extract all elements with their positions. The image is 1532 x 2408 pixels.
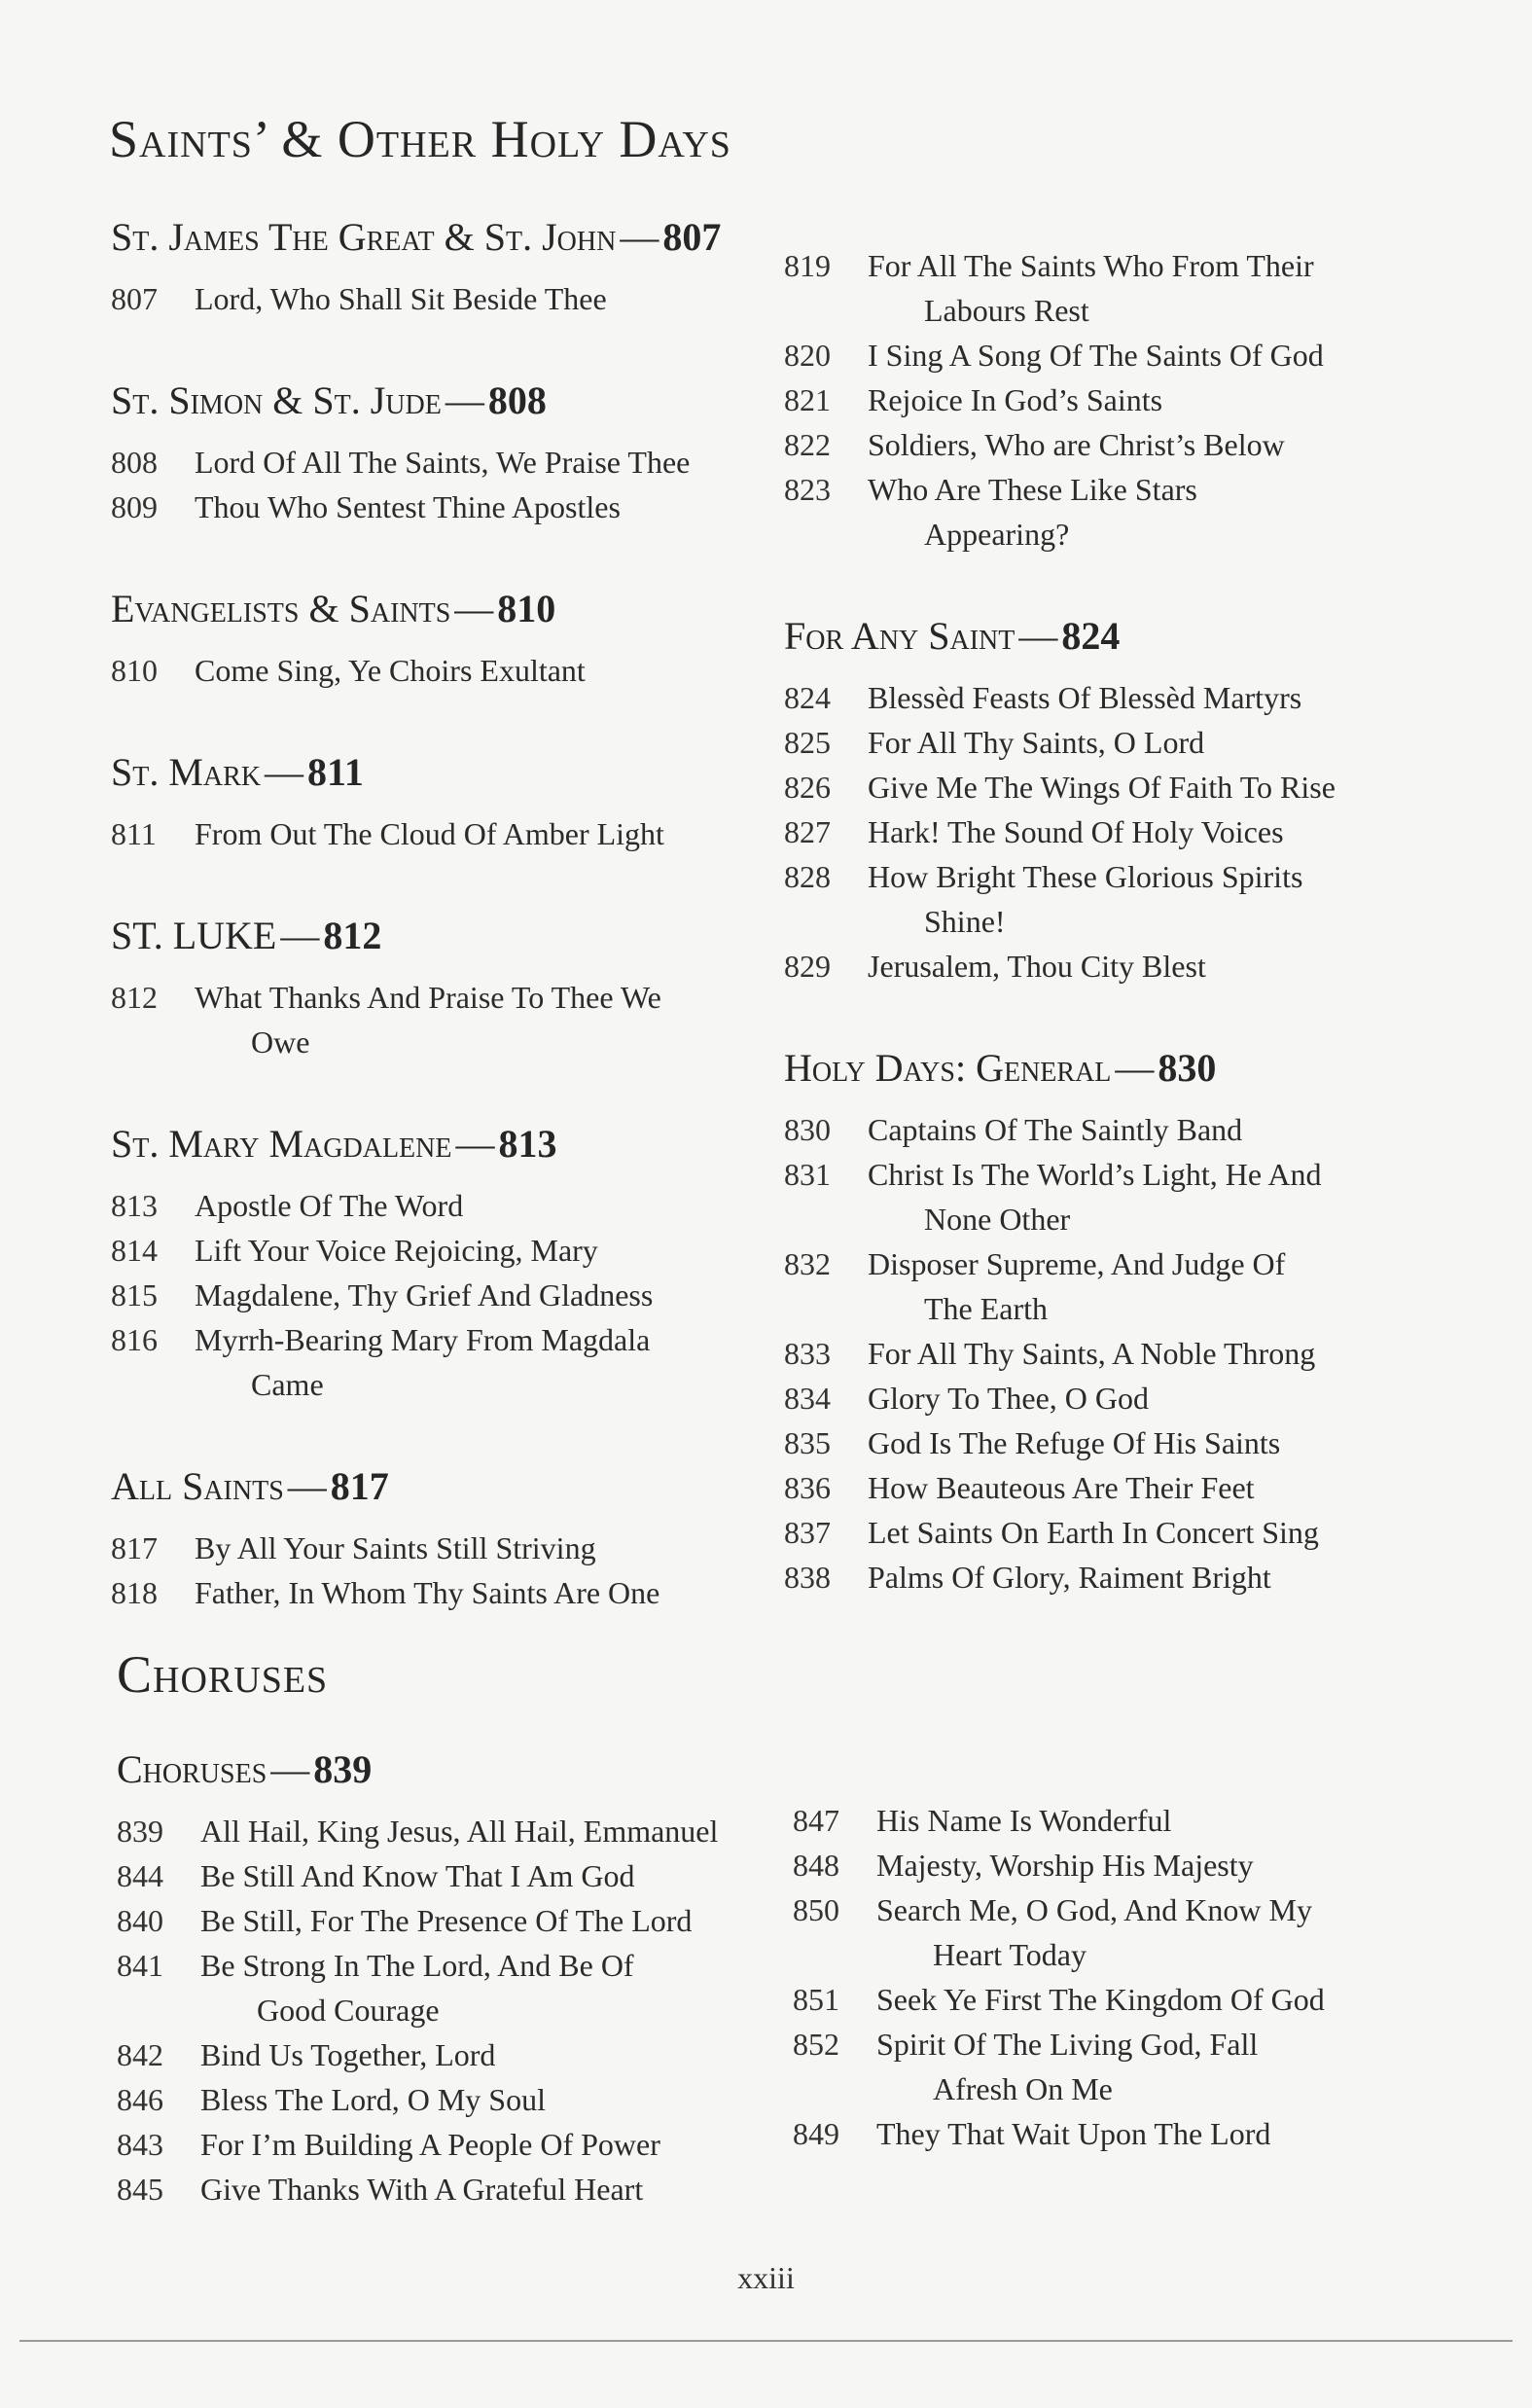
hymn-number: 814: [111, 1233, 158, 1268]
index-section-all-saints: [111, 1463, 782, 1615]
hymn-entry: [784, 422, 1465, 467]
section-heading-number: 810: [497, 587, 556, 630]
hymn-title: [876, 1843, 1474, 1887]
hymn-title-line: Father, In Whom Thy Saints Are One: [195, 1575, 660, 1610]
section-heading-title: St. Mark: [111, 750, 262, 794]
section-heading-number: 817: [330, 1464, 389, 1508]
hymn-number: 828: [784, 859, 831, 894]
choruses-left-column: [117, 1746, 798, 2268]
hymn-title: [195, 811, 782, 856]
hymn-title-line: Disposer Supreme, And Judge Of: [868, 1246, 1286, 1281]
hymn-title: [200, 2122, 798, 2167]
hymn-title-line: Spirit Of The Living God, Fall: [876, 2027, 1259, 2062]
hymn-number: 852: [793, 2027, 839, 2062]
hymn-title-line: Who Are These Like Stars: [868, 472, 1197, 507]
hymn-title: [200, 2032, 798, 2077]
hymn-number: 823: [784, 472, 831, 507]
hymn-title: [868, 243, 1465, 333]
index-section-st-simon-st-jude: [111, 377, 782, 529]
hymn-number: 834: [784, 1381, 831, 1416]
hymn-title-continuation: Came: [251, 1367, 324, 1402]
section-heading-title: Evangelists & Saints: [111, 587, 451, 630]
hymn-title: [868, 1241, 1465, 1331]
hymn-number: 809: [111, 489, 158, 524]
section-heading-dash: —: [287, 1464, 327, 1508]
hymn-title: [868, 854, 1465, 944]
hymn-title: [868, 1465, 1465, 1510]
hymn-number: 818: [111, 1575, 158, 1610]
index-section-choruses: [117, 1746, 798, 2211]
hymn-entry: [784, 333, 1465, 377]
hymn-number: 845: [117, 2172, 163, 2207]
hymn-title-line: Come Sing, Ye Choirs Exultant: [195, 653, 586, 688]
hymn-title-line: What Thanks And Praise To Thee We: [195, 980, 661, 1015]
hymn-title: [195, 440, 782, 485]
hymn-entry: [784, 720, 1465, 765]
hymn-title: [200, 2167, 798, 2211]
saints-right-column: [784, 243, 1465, 1656]
hymn-title-line: How Bright These Glorious Spirits: [868, 859, 1303, 894]
index-section-st-mark: [111, 749, 782, 856]
hymn-number: 816: [111, 1322, 158, 1357]
hymn-title-line: How Beauteous Are Their Feet: [868, 1470, 1255, 1505]
hymn-entry: [784, 1331, 1465, 1376]
hymn-entry: [117, 2032, 798, 2077]
hymn-entry: [793, 1887, 1474, 1977]
hymn-number: 848: [793, 1848, 839, 1883]
hymn-number: 839: [117, 1814, 163, 1849]
hymn-entry: [784, 765, 1465, 809]
section-heading: [111, 749, 782, 796]
hymn-title: [195, 1273, 782, 1317]
section-heading: [111, 1463, 782, 1510]
hymn-number: 844: [117, 1858, 163, 1893]
section-heading-number: 808: [487, 378, 547, 422]
section-heading-title: ST. LUKE: [111, 914, 277, 957]
section-heading: [117, 1746, 798, 1793]
section-heading-dash: —: [620, 215, 659, 259]
hymn-number: 810: [111, 653, 158, 688]
hymn-entry: [793, 1977, 1474, 2022]
section-heading-number: 807: [662, 215, 722, 259]
hymn-title-continuation: None Other: [924, 1202, 1071, 1237]
hymn-title: [876, 2022, 1474, 2111]
hymn-entry: [111, 276, 782, 321]
hymn-number: 812: [111, 980, 158, 1015]
section-heading-number: 824: [1061, 614, 1121, 658]
hymn-number: 837: [784, 1515, 831, 1550]
hymn-number: 808: [111, 445, 158, 480]
hymn-number: 824: [784, 680, 831, 715]
part-title-saints: Saints’ & Other Holy Days: [109, 110, 731, 168]
hymn-title: [195, 1228, 782, 1273]
section-heading: [111, 913, 782, 959]
hymn-title: [868, 467, 1465, 557]
hymn-entry: [784, 1510, 1465, 1555]
hymn-title: [868, 675, 1465, 720]
hymn-title-line: His Name Is Wonderful: [876, 1803, 1172, 1838]
hymn-title: [200, 1943, 798, 2032]
hymn-title: [195, 648, 782, 693]
section-heading-dash: —: [445, 378, 484, 422]
section-heading-title: Holy Days: General: [784, 1046, 1112, 1090]
section-heading-number: 811: [307, 750, 364, 794]
hymn-title-line: Thou Who Sentest Thine Apostles: [195, 489, 621, 524]
hymn-title-line: For All The Saints Who From Their: [868, 248, 1314, 283]
hymn-title-line: Glory To Thee, O God: [868, 1381, 1149, 1416]
hymn-title-line: For All Thy Saints, O Lord: [868, 725, 1205, 760]
hymn-title-line: Majesty, Worship His Majesty: [876, 1848, 1254, 1883]
section-heading-title: Choruses: [117, 1747, 267, 1791]
index-section-continued: [793, 1798, 1474, 2156]
hymn-number: 835: [784, 1425, 831, 1460]
section-heading-title: St. James The Great & St. John: [111, 215, 617, 259]
hymn-title-line: Seek Ye First The Kingdom Of God: [876, 1982, 1325, 2017]
section-heading-number: 830: [1158, 1046, 1217, 1090]
hymn-number: 826: [784, 770, 831, 805]
hymn-title-line: I Sing A Song Of The Saints Of God: [868, 338, 1324, 373]
section-heading-dash: —: [454, 587, 494, 630]
hymn-title-continuation: Afresh On Me: [933, 2071, 1113, 2106]
index-section-st-luke: [111, 913, 782, 1064]
hymn-title-line: Lord Of All The Saints, We Praise Thee: [195, 445, 691, 480]
hymn-number: 821: [784, 382, 831, 417]
hymn-number: 833: [784, 1336, 831, 1371]
section-heading-dash: —: [270, 1747, 310, 1791]
hymn-number: 831: [784, 1157, 831, 1192]
hymn-entry: [111, 1228, 782, 1273]
hymn-title: [195, 1526, 782, 1570]
hymn-title-line: Give Me The Wings Of Faith To Rise: [868, 770, 1336, 805]
hymn-title-line: Blessèd Feasts Of Blessèd Martyrs: [868, 680, 1302, 715]
index-section-st-mary-magdalene: [111, 1121, 782, 1407]
hymn-entry: [793, 2111, 1474, 2156]
hymn-number: 843: [117, 2127, 163, 2162]
hymn-title: [200, 1898, 798, 1943]
hymn-title: [868, 809, 1465, 854]
hymn-title-continuation: Shine!: [924, 904, 1006, 939]
hymn-title-line: From Out The Cloud Of Amber Light: [195, 816, 664, 851]
hymn-number: 813: [111, 1188, 158, 1223]
hymn-entry: [111, 1570, 782, 1615]
hymn-number: 825: [784, 725, 831, 760]
hymn-title-line: Lord, Who Shall Sit Beside Thee: [195, 281, 607, 316]
section-heading-number: 813: [498, 1122, 557, 1166]
hymn-entry: [784, 1420, 1465, 1465]
section-heading-dash: —: [1115, 1046, 1155, 1090]
index-section-holy-days-general: [784, 1045, 1465, 1599]
hymn-entry: [111, 811, 782, 856]
section-heading-dash: —: [455, 1122, 495, 1166]
hymn-title: [868, 1107, 1465, 1152]
index-section-st-james-the-great-st-john: [111, 214, 782, 321]
hymn-entry: [784, 1241, 1465, 1331]
hymn-title-line: All Hail, King Jesus, All Hail, Emmanuel: [200, 1814, 719, 1849]
index-section-for-any-saint: [784, 613, 1465, 988]
hymn-title-line: Lift Your Voice Rejoicing, Mary: [195, 1233, 598, 1268]
hymn-title-line: Captains Of The Saintly Band: [868, 1112, 1243, 1147]
hymn-title-continuation: Heart Today: [933, 1937, 1087, 1972]
hymn-title: [200, 1853, 798, 1898]
hymn-title: [195, 1183, 782, 1228]
hymn-title: [200, 2077, 798, 2122]
hymn-title: [876, 2111, 1474, 2156]
hymn-title-continuation: Appearing?: [924, 517, 1070, 552]
hymn-title-line: Christ Is The World’s Light, He And: [868, 1157, 1322, 1192]
hymn-title-line: Be Still, For The Presence Of The Lord: [200, 1903, 693, 1938]
hymn-number: 822: [784, 427, 831, 462]
index-section-continued: [784, 243, 1465, 557]
hymn-number: 851: [793, 1982, 839, 2017]
hymn-entry: [784, 854, 1465, 944]
hymn-title-line: Apostle Of The Word: [195, 1188, 464, 1223]
hymn-entry: [117, 2167, 798, 2211]
hymn-number: 840: [117, 1903, 163, 1938]
hymn-number: 827: [784, 814, 831, 849]
hymn-title-line: Bless The Lord, O My Soul: [200, 2082, 546, 2117]
section-heading: [111, 1121, 782, 1168]
hymn-number: 847: [793, 1803, 839, 1838]
hymn-entry: [111, 485, 782, 529]
hymn-title-line: Be Strong In The Lord, And Be Of: [200, 1948, 634, 1983]
hymn-entry: [784, 243, 1465, 333]
hymn-entry: [784, 944, 1465, 988]
hymn-title-line: Soldiers, Who are Christ’s Below: [868, 427, 1285, 462]
hymn-entry: [111, 440, 782, 485]
hymn-title-line: Let Saints On Earth In Concert Sing: [868, 1515, 1319, 1550]
hymn-entry: [111, 975, 782, 1064]
hymn-title: [200, 1809, 798, 1853]
hymn-title-line: Hark! The Sound Of Holy Voices: [868, 814, 1284, 849]
hymn-title-line: Jerusalem, Thou City Blest: [868, 949, 1206, 984]
hymn-title: [868, 1555, 1465, 1599]
hymn-entry: [117, 1809, 798, 1853]
hymn-entry: [117, 2077, 798, 2122]
hymn-entry: [784, 377, 1465, 422]
hymn-title-line: Give Thanks With A Grateful Heart: [200, 2172, 644, 2207]
hymn-title-continuation: Good Courage: [257, 1993, 440, 2028]
section-heading-title: St. Mary Magdalene: [111, 1122, 452, 1166]
section-heading: [111, 214, 782, 261]
hymn-title: [868, 1420, 1465, 1465]
hymn-entry: [784, 467, 1465, 557]
hymn-number: 836: [784, 1470, 831, 1505]
hymn-title: [868, 1510, 1465, 1555]
hymn-entry: [117, 1943, 798, 2032]
hymn-number: 819: [784, 248, 831, 283]
section-heading-number: 839: [313, 1747, 373, 1791]
section-heading: [111, 586, 782, 632]
hymn-title-line: Rejoice In God’s Saints: [868, 382, 1163, 417]
hymn-entry: [793, 1843, 1474, 1887]
hymn-title-continuation: Labours Rest: [924, 293, 1089, 328]
hymn-title-line: By All Your Saints Still Striving: [195, 1530, 596, 1565]
hymn-title-line: God Is The Refuge Of His Saints: [868, 1425, 1281, 1460]
section-heading: [784, 613, 1465, 660]
hymn-entry: [117, 1898, 798, 1943]
hymn-entry: [784, 1152, 1465, 1241]
hymn-number: 811: [111, 816, 157, 851]
hymn-title: [868, 765, 1465, 809]
section-heading-dash: —: [1018, 614, 1058, 658]
hymn-title-line: Palms Of Glory, Raiment Bright: [868, 1560, 1271, 1595]
hymn-number: 829: [784, 949, 831, 984]
hymn-entry: [111, 1526, 782, 1570]
section-heading-title: All Saints: [111, 1464, 284, 1508]
section-heading-dash: —: [280, 914, 320, 957]
bottom-rule: [19, 2340, 1513, 2342]
hymn-number: 838: [784, 1560, 831, 1595]
hymn-number: 820: [784, 338, 831, 373]
hymn-entry: [784, 1465, 1465, 1510]
choruses-right-column: [793, 1798, 1474, 2212]
hymn-number: 807: [111, 281, 158, 316]
index-section-evangelists-saints: [111, 586, 782, 693]
hymn-entry: [784, 1376, 1465, 1420]
hymn-title: [868, 1376, 1465, 1420]
hymn-entry: [784, 1555, 1465, 1599]
section-heading-title: St. Simon & St. Jude: [111, 378, 442, 422]
hymn-entry: [793, 2022, 1474, 2111]
saints-left-column: [111, 214, 782, 1671]
hymn-entry: [793, 1798, 1474, 1843]
hymn-title: [876, 1887, 1474, 1977]
section-heading: [784, 1045, 1465, 1092]
hymn-title: [195, 1317, 782, 1407]
hymn-title: [868, 422, 1465, 467]
hymn-title-line: Magdalene, Thy Grief And Gladness: [195, 1277, 654, 1312]
hymn-title: [868, 377, 1465, 422]
hymn-number: 841: [117, 1948, 163, 1983]
hymn-entry: [111, 1273, 782, 1317]
hymn-title: [195, 1570, 782, 1615]
hymn-title: [195, 975, 782, 1064]
hymn-number: 842: [117, 2037, 163, 2072]
hymn-title: [868, 720, 1465, 765]
hymn-entry: [111, 1183, 782, 1228]
hymn-title-line: Search Me, O God, And Know My: [876, 1892, 1312, 1927]
hymn-number: 832: [784, 1246, 831, 1281]
hymn-number: 830: [784, 1112, 831, 1147]
hymn-title-line: They That Wait Upon The Lord: [876, 2116, 1271, 2151]
hymn-title: [876, 1977, 1474, 2022]
hymn-title: [868, 944, 1465, 988]
hymn-entry: [784, 809, 1465, 854]
hymn-title: [876, 1798, 1474, 1843]
hymn-number: 850: [793, 1892, 839, 1927]
hymn-entry: [111, 1317, 782, 1407]
hymn-number: 817: [111, 1530, 158, 1565]
hymn-entry: [117, 2122, 798, 2167]
hymn-title-line: For All Thy Saints, A Noble Throng: [868, 1336, 1316, 1371]
hymn-title: [868, 1152, 1465, 1241]
hymn-entry: [784, 675, 1465, 720]
hymn-title: [868, 1331, 1465, 1376]
hymn-number: 815: [111, 1277, 158, 1312]
hymn-entry: [111, 648, 782, 693]
hymn-title-line: Myrrh-Bearing Mary From Magdala: [195, 1322, 651, 1357]
hymn-number: 849: [793, 2116, 839, 2151]
hymn-title-line: Bind Us Together, Lord: [200, 2037, 496, 2072]
section-heading: [111, 377, 782, 424]
section-heading-number: 812: [323, 914, 382, 957]
hymn-title-continuation: The Earth: [924, 1291, 1049, 1326]
hymn-entry: [784, 1107, 1465, 1152]
hymn-number: 846: [117, 2082, 163, 2117]
section-heading-dash: —: [265, 750, 304, 794]
part-title-choruses: Choruses: [117, 1645, 329, 1704]
hymn-entry: [117, 1853, 798, 1898]
hymn-title-line: Be Still And Know That I Am God: [200, 1858, 635, 1893]
page-number: xxiii: [737, 2260, 795, 2295]
hymn-title: [195, 485, 782, 529]
hymn-title: [868, 333, 1465, 377]
hymn-title-line: For I’m Building A People Of Power: [200, 2127, 660, 2162]
hymn-title: [195, 276, 782, 321]
section-heading-title: For Any Saint: [784, 614, 1015, 658]
hymn-title-continuation: Owe: [251, 1024, 310, 1060]
